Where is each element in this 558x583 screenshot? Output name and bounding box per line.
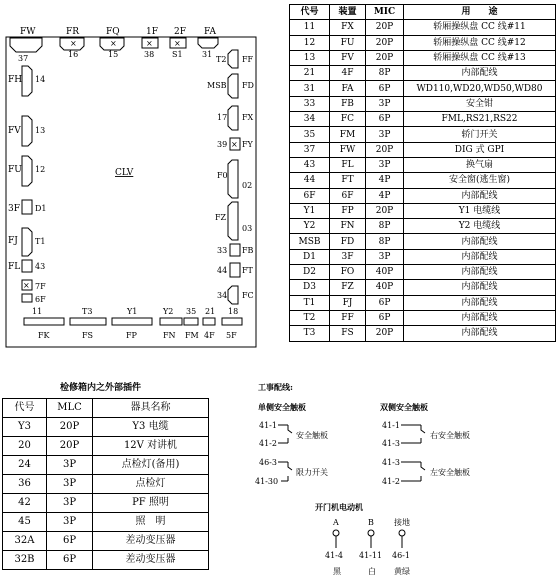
switch-symbol: [278, 462, 292, 481]
wire-label: 46-3: [259, 458, 277, 467]
table-cell: Y3 电缆: [93, 418, 209, 437]
connector-6f: [22, 294, 32, 302]
table-cell: FC: [330, 112, 366, 127]
motor-terminal-top: 接地: [394, 518, 410, 527]
table-cell: 3P: [47, 513, 93, 532]
motor-title: 开门机电动机: [315, 502, 363, 512]
table-cell: 6P: [366, 295, 404, 310]
col-header: 器具名称: [93, 399, 209, 418]
connector-fl: [22, 260, 32, 272]
table-cell: 44: [290, 173, 330, 188]
right-num-label: FD: [242, 81, 254, 90]
table-row: [3, 456, 209, 475]
wire-label: 41-2: [382, 477, 400, 486]
table-cell: 6F: [290, 188, 330, 203]
table-cell: 3P: [366, 127, 404, 142]
table-cell: 轿门开关: [404, 127, 556, 142]
col-header: MIC: [366, 5, 404, 20]
table-cell: 差动变压器: [93, 551, 209, 570]
wire-label: 41-1: [382, 421, 400, 430]
table-cell: T2: [290, 310, 330, 325]
bottom-code-label: Y2: [163, 307, 174, 316]
table-cell: 内部配线: [404, 295, 556, 310]
table-cell: 4F: [330, 66, 366, 81]
connector-fc: [228, 286, 238, 304]
table-cell: 内部配线: [404, 310, 556, 325]
table-cell: 内部配线: [404, 66, 556, 81]
table-cell: 4P: [366, 173, 404, 188]
table-row: [290, 234, 556, 249]
cross-icon: ×: [23, 281, 30, 290]
connector-fw: [10, 38, 42, 52]
connector-fh: [22, 66, 32, 96]
right-num-label: FX: [242, 113, 254, 122]
col-header: 代号: [3, 399, 47, 418]
table-cell: 20P: [47, 437, 93, 456]
inspection-box-caption: 检修箱内之外部插件: [60, 383, 142, 393]
table-cell: 37: [290, 142, 330, 157]
wire-label: 41-3: [382, 458, 400, 467]
table-cell: FT: [330, 173, 366, 188]
table-cell: 6P: [366, 81, 404, 96]
table-cell: 33: [290, 96, 330, 111]
left-num-label: 13: [35, 126, 46, 135]
wire-label: 41-30: [255, 477, 279, 486]
inspection-box-table: [2, 398, 209, 570]
table-cell: 内部配线: [404, 188, 556, 203]
motor-wire: 41-11: [359, 551, 383, 560]
table-row: [290, 188, 556, 203]
motor-wire: 46-1: [392, 551, 410, 560]
bottom-num-label: FK: [38, 331, 50, 340]
terminal-icon: [399, 530, 405, 536]
table-row: [290, 310, 556, 325]
left-code-label: FJ: [8, 236, 18, 246]
top-num-label: 15: [108, 50, 119, 59]
table-cell: FU: [330, 35, 366, 50]
bottom-code-label: 21: [205, 307, 216, 316]
switch-label: 限力开关: [296, 468, 328, 477]
table-row: [290, 265, 556, 280]
table-row: [290, 326, 556, 341]
left-code-label: FU: [8, 165, 22, 175]
table-cell: 20P: [366, 142, 404, 157]
left-num-label: D1: [35, 204, 47, 213]
motor-color: 黑: [333, 567, 341, 576]
table-cell: Y1 电缆线: [404, 203, 556, 218]
top-num-label: 37: [18, 54, 29, 63]
connector-fb: [230, 244, 240, 256]
col-header: MLC: [47, 399, 93, 418]
connector-4f: [203, 318, 215, 325]
table-cell: 21: [290, 66, 330, 81]
connector-3f: [22, 200, 32, 214]
bottom-code-label: 35: [186, 307, 197, 316]
table-cell: FB: [330, 96, 366, 111]
table-cell: FP: [330, 203, 366, 218]
table-header-row: [3, 399, 209, 418]
wire-label: 41-2: [259, 439, 277, 448]
table-cell: 40P: [366, 265, 404, 280]
right-num-label: FT: [242, 266, 253, 275]
table-cell: 6P: [47, 551, 93, 570]
table-cell: 轿厢操纵盘 CC 线#13: [404, 50, 556, 65]
bottom-num-label: 5F: [226, 331, 237, 340]
table-cell: 安全窗(逃生窗): [404, 173, 556, 188]
connector-ff: [228, 50, 238, 68]
table-cell: MSB: [290, 234, 330, 249]
top-num-label: 16: [68, 50, 79, 59]
table-cell: Y3: [3, 418, 47, 437]
table-cell: FW: [330, 142, 366, 157]
wire-label: 41-3: [382, 439, 400, 448]
bottom-code-label: 11: [32, 307, 43, 316]
table-row: [290, 249, 556, 264]
bottom-num-label: FN: [163, 331, 176, 340]
table-cell: 11: [290, 20, 330, 35]
table-cell: 轿厢操纵盘 CC 线#12: [404, 35, 556, 50]
connector-fx: [228, 106, 238, 130]
table-cell: 8P: [366, 66, 404, 81]
top-num-label: 31: [202, 50, 213, 59]
table-cell: 安全钳: [404, 96, 556, 111]
table-cell: 6P: [366, 310, 404, 325]
table-header-row: [290, 5, 556, 20]
connector-fd: [228, 74, 238, 98]
terminal-icon: [333, 530, 339, 536]
switch-symbol: [401, 425, 425, 443]
table-cell: WD110,WD20,WD50,WD80: [404, 81, 556, 96]
table-cell: D1: [290, 249, 330, 264]
left-code-label: FV: [8, 126, 21, 136]
top-code-label: 1F: [146, 27, 158, 37]
connector-ft: [230, 263, 240, 277]
connector-fk: [24, 318, 64, 325]
table-cell: 差动变压器: [93, 532, 209, 551]
table-row: [3, 475, 209, 494]
switch-label: 右安全触板: [430, 431, 470, 440]
table-cell: 内部配线: [404, 280, 556, 295]
cross-icon: ×: [174, 39, 181, 48]
left-num-label: 43: [35, 262, 46, 271]
connector-fj: [22, 228, 32, 256]
terminal-icon: [368, 530, 374, 536]
right-code-label: 33: [217, 246, 228, 255]
left-num-label: 12: [35, 165, 46, 174]
table-cell: FZ: [330, 280, 366, 295]
bottom-num-label: 4F: [204, 331, 215, 340]
table-cell: 3P: [366, 249, 404, 264]
wiring-diagrams: [255, 382, 470, 576]
top-code-label: FR: [66, 27, 80, 37]
table-cell: 35: [290, 127, 330, 142]
connector-fa: [198, 38, 218, 48]
table-cell: 换气扇: [404, 157, 556, 172]
table-cell: 43: [290, 157, 330, 172]
table-cell: FJ: [330, 295, 366, 310]
cross-icon: ×: [70, 39, 77, 48]
table-cell: 内部配线: [404, 265, 556, 280]
table-row: [3, 437, 209, 456]
table-cell: FN: [330, 219, 366, 234]
bottom-num-label: FP: [126, 331, 137, 340]
table-row: [290, 66, 556, 81]
wiring-title: 工事配线:: [258, 382, 293, 392]
table-row: [290, 112, 556, 127]
table-cell: Y1: [290, 203, 330, 218]
table-row: [290, 219, 556, 234]
bottom-code-label: T3: [82, 307, 93, 316]
table-cell: 8P: [366, 234, 404, 249]
table-row: [290, 295, 556, 310]
table-cell: 40P: [366, 280, 404, 295]
table-cell: 24: [3, 456, 47, 475]
single-side-title: 单侧安全触板: [258, 402, 306, 412]
table-cell: 6F: [330, 188, 366, 203]
left-num-label: T1: [35, 237, 46, 246]
table-row: [3, 494, 209, 513]
table-cell: 内部配线: [404, 326, 556, 341]
right-num-label: FB: [242, 246, 254, 255]
right-code-label: FZ: [215, 213, 227, 222]
table-cell: T1: [290, 295, 330, 310]
table-cell: 4P: [366, 188, 404, 203]
table-cell: FM: [330, 127, 366, 142]
right-code-label: MSB: [207, 81, 227, 90]
table-cell: FX: [330, 20, 366, 35]
bottom-num-label: FM: [185, 331, 199, 340]
table-cell: 20: [3, 437, 47, 456]
table-cell: D3: [290, 280, 330, 295]
motor-color: 黄绿: [394, 567, 410, 576]
table-cell: 6P: [366, 112, 404, 127]
table-row: [290, 157, 556, 172]
table-cell: FML,RS21,RS22: [404, 112, 556, 127]
left-code-label: FH: [8, 75, 23, 85]
table-row: [3, 418, 209, 437]
table-row: [290, 203, 556, 218]
col-header: 用 途: [404, 5, 556, 20]
cross-icon: ×: [231, 140, 238, 149]
col-header: 装置: [330, 5, 366, 20]
table-cell: FV: [330, 50, 366, 65]
bottom-num-label: FS: [82, 331, 94, 340]
table-cell: 3P: [47, 494, 93, 513]
table-cell: DIG 式 GPI: [404, 142, 556, 157]
table-cell: 31: [290, 81, 330, 96]
table-cell: 20P: [366, 50, 404, 65]
table-cell: 3P: [47, 475, 93, 494]
table-cell: Y2 电缆线: [404, 219, 556, 234]
top-code-label: FA: [204, 27, 216, 37]
double-side-title: 双侧安全触板: [380, 402, 428, 412]
connector-fv: [22, 116, 32, 146]
table-cell: 3P: [366, 157, 404, 172]
connector-fz: [228, 202, 238, 240]
right-num-label: FC: [242, 291, 254, 300]
table-cell: 内部配线: [404, 234, 556, 249]
connector-fm: [184, 318, 198, 325]
table-cell: FD: [330, 234, 366, 249]
connector-fs: [70, 318, 106, 325]
table-cell: 20P: [366, 35, 404, 50]
connector-assignment-table: [289, 4, 556, 342]
table-cell: 20P: [366, 326, 404, 341]
table-cell: 12V 对讲机: [93, 437, 209, 456]
table-row: [290, 142, 556, 157]
connector-fo: [228, 160, 238, 198]
table-cell: FA: [330, 81, 366, 96]
right-num-label: FF: [242, 55, 254, 64]
right-code-label: T2: [216, 55, 227, 64]
table-cell: 6P: [47, 532, 93, 551]
left-num-label: 6F: [35, 295, 46, 304]
table-cell: Y2: [290, 219, 330, 234]
bottom-code-label: Y1: [127, 307, 138, 316]
table-cell: 轿厢操纵盘 CC 线#11: [404, 20, 556, 35]
table-cell: T3: [290, 326, 330, 341]
table-cell: 20P: [47, 418, 93, 437]
right-code-label: 17: [217, 113, 228, 122]
connector-fp: [112, 318, 152, 325]
table-row: [290, 280, 556, 295]
table-cell: 点检灯: [93, 475, 209, 494]
table-cell: 13: [290, 50, 330, 65]
bottom-connectors: [24, 307, 242, 340]
center-label: CLV: [115, 168, 134, 178]
table-row: [290, 50, 556, 65]
table-row: [3, 532, 209, 551]
table-cell: 点检灯(备用): [93, 456, 209, 475]
table-cell: 20P: [366, 203, 404, 218]
table-row: [290, 127, 556, 142]
col-header: 代号: [290, 5, 330, 20]
bottom-code-label: 18: [228, 307, 239, 316]
motor-terminal-top: A: [333, 518, 339, 527]
table-cell: PF 照明: [93, 494, 209, 513]
left-connectors: [8, 66, 47, 304]
table-row: [290, 96, 556, 111]
top-code-label: 2F: [174, 27, 186, 37]
table-cell: 3F: [330, 249, 366, 264]
top-num-label: 38: [144, 50, 155, 59]
motor-color: 白: [368, 567, 376, 576]
connector-fn: [160, 318, 182, 325]
right-code-label: F0: [217, 171, 228, 180]
table-cell: 32B: [3, 551, 47, 570]
table-cell: 12: [290, 35, 330, 50]
cross-icon: ×: [146, 39, 153, 48]
left-num-label: 14: [35, 75, 46, 84]
table-cell: 3P: [366, 96, 404, 111]
table-row: [290, 35, 556, 50]
table-cell: 内部配线: [404, 249, 556, 264]
switch-symbol: [401, 462, 425, 481]
table-cell: 32A: [3, 532, 47, 551]
right-num-label: 03: [242, 224, 253, 233]
table-cell: 3P: [47, 456, 93, 475]
cross-icon: ×: [110, 39, 117, 48]
right-num-label: FY: [242, 140, 253, 149]
right-num-label: 02: [242, 181, 253, 190]
top-connectors: [10, 27, 218, 63]
table-cell: FO: [330, 265, 366, 280]
right-code-label: 44: [217, 266, 228, 275]
table-cell: 45: [3, 513, 47, 532]
switch-symbol: [278, 425, 292, 443]
table-cell: 20P: [366, 20, 404, 35]
table-cell: D2: [290, 265, 330, 280]
table-cell: 34: [290, 112, 330, 127]
table-row: [290, 173, 556, 188]
motor-wire: 41-4: [325, 551, 343, 560]
table-cell: FS: [330, 326, 366, 341]
table-row: [290, 20, 556, 35]
top-code-label: FQ: [106, 27, 120, 37]
connector-fu: [22, 156, 32, 186]
table-cell: 42: [3, 494, 47, 513]
right-connectors: [207, 50, 254, 304]
wire-label: 41-1: [259, 421, 277, 430]
switch-label: 左安全触板: [430, 468, 470, 477]
left-num-label: 7F: [35, 282, 46, 291]
table-row: [3, 551, 209, 570]
connector-5f: [222, 318, 242, 325]
table-row: [290, 81, 556, 96]
right-code-label: 39: [217, 140, 228, 149]
table-cell: 8P: [366, 219, 404, 234]
top-code-label: FW: [20, 27, 36, 37]
table-cell: FL: [330, 157, 366, 172]
left-code-label: 3F: [8, 204, 20, 214]
right-code-label: 34: [217, 291, 228, 300]
table-cell: 照 明: [93, 513, 209, 532]
motor-terminal-top: B: [368, 518, 374, 527]
switch-label: 安全触板: [296, 431, 328, 440]
table-cell: FF: [330, 310, 366, 325]
left-code-label: FL: [8, 262, 21, 272]
table-row: [3, 513, 209, 532]
top-num-label: S1: [172, 50, 183, 59]
table-cell: 36: [3, 475, 47, 494]
